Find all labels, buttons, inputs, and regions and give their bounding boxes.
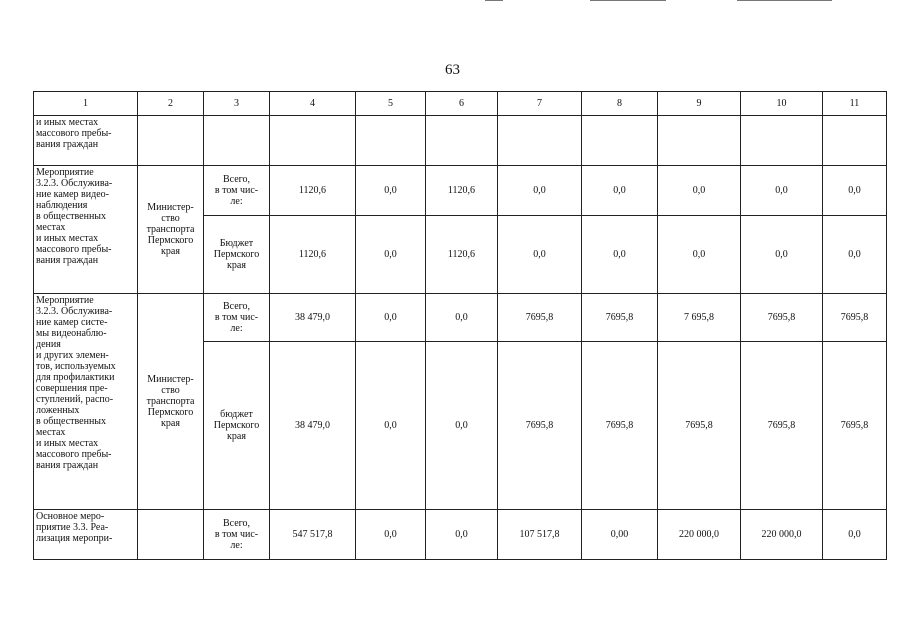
value-cell: 0,0 bbox=[426, 342, 498, 510]
value-cell: 7695,8 bbox=[658, 342, 741, 510]
value-cell: 0,0 bbox=[582, 216, 658, 294]
header-cell: 7 bbox=[498, 92, 582, 116]
table-row bbox=[34, 294, 887, 342]
table-row bbox=[34, 116, 887, 166]
value-cell: 0,0 bbox=[426, 294, 498, 342]
empty-cell bbox=[204, 116, 270, 166]
source-cell: Бюджет Пермского края bbox=[204, 216, 270, 294]
value-cell: 0,0 bbox=[356, 216, 426, 294]
value-cell: 0,0 bbox=[823, 166, 887, 216]
value-cell: 0,0 bbox=[356, 342, 426, 510]
value-cell: 0,0 bbox=[658, 166, 741, 216]
table-row bbox=[34, 166, 887, 216]
value-cell: 0,0 bbox=[356, 294, 426, 342]
value-cell: 220 000,0 bbox=[658, 510, 741, 560]
value-cell: 0,0 bbox=[356, 510, 426, 560]
budget-table bbox=[33, 91, 887, 560]
header-cell: 4 bbox=[270, 92, 356, 116]
value-cell: 38 479,0 bbox=[270, 342, 356, 510]
page-number: 63 bbox=[445, 62, 460, 78]
empty-cell bbox=[498, 116, 582, 166]
top-edge-line bbox=[485, 0, 503, 1]
value-cell: 1120,6 bbox=[270, 216, 356, 294]
source-cell: Всего, в том чис- ле: bbox=[204, 166, 270, 216]
header-cell: 5 bbox=[356, 92, 426, 116]
measure-name-cell: Мероприятие 3.2.3. Обслужива- ние камер систе- мы видеонаблю- дения и других элемен- тов, используемых для профилактики совершения пре- ступлений, распо- ложенных в общественных местах и иных местах массового пребы- вания граждан bbox=[34, 294, 138, 510]
empty-cell bbox=[823, 116, 887, 166]
header-cell: 1 bbox=[34, 92, 138, 116]
value-cell: 7695,8 bbox=[741, 342, 823, 510]
header-cell: 11 bbox=[823, 92, 887, 116]
value-cell: 0,0 bbox=[356, 166, 426, 216]
value-cell: 0,0 bbox=[823, 216, 887, 294]
executor-cell bbox=[138, 510, 204, 560]
value-cell: 0,00 bbox=[582, 510, 658, 560]
value-cell: 7695,8 bbox=[741, 294, 823, 342]
value-cell: 220 000,0 bbox=[741, 510, 823, 560]
empty-cell bbox=[426, 116, 498, 166]
measure-name-cell: и иных местах массового пребы- вания граждан bbox=[34, 116, 138, 166]
measure-name-cell: Основное меро- приятие 3.3. Реа- лизация меропри- bbox=[34, 510, 138, 560]
header-cell: 6 bbox=[426, 92, 498, 116]
value-cell: 7 695,8 bbox=[658, 294, 741, 342]
top-edge-line bbox=[590, 0, 666, 1]
value-cell: 7695,8 bbox=[582, 294, 658, 342]
value-cell: 7695,8 bbox=[823, 342, 887, 510]
empty-cell bbox=[741, 116, 823, 166]
value-cell: 547 517,8 bbox=[270, 510, 356, 560]
value-cell: 1120,6 bbox=[270, 166, 356, 216]
source-cell: Всего, в том чис- ле: bbox=[204, 510, 270, 560]
header-row bbox=[34, 92, 887, 116]
empty-cell bbox=[270, 116, 356, 166]
value-cell: 7695,8 bbox=[498, 294, 582, 342]
executor-cell: Министер- ство транспорта Пермского края bbox=[138, 166, 204, 294]
value-cell: 7695,8 bbox=[498, 342, 582, 510]
value-cell: 0,0 bbox=[498, 216, 582, 294]
header-cell: 9 bbox=[658, 92, 741, 116]
value-cell: 0,0 bbox=[658, 216, 741, 294]
executor-cell: Министер- ство транспорта Пермского края bbox=[138, 294, 204, 510]
value-cell: 0,0 bbox=[823, 510, 887, 560]
value-cell: 7695,8 bbox=[823, 294, 887, 342]
value-cell: 1120,6 bbox=[426, 216, 498, 294]
top-edge-line bbox=[737, 0, 832, 1]
header-cell: 2 bbox=[138, 92, 204, 116]
empty-cell bbox=[138, 116, 204, 166]
value-cell: 0,0 bbox=[582, 166, 658, 216]
value-cell: 107 517,8 bbox=[498, 510, 582, 560]
value-cell: 0,0 bbox=[426, 510, 498, 560]
value-cell: 7695,8 bbox=[582, 342, 658, 510]
measure-name-cell: Мероприятие 3.2.3. Обслужива- ние камер видео- наблюдения в общественных местах и иных местах массового пребы- вания граждан bbox=[34, 166, 138, 294]
value-cell: 0,0 bbox=[741, 166, 823, 216]
value-cell: 0,0 bbox=[741, 216, 823, 294]
table-row bbox=[34, 510, 887, 560]
header-cell: 10 bbox=[741, 92, 823, 116]
source-cell: бюджет Пермского края bbox=[204, 342, 270, 510]
header-cell: 8 bbox=[582, 92, 658, 116]
source-cell: Всего, в том чис- ле: bbox=[204, 294, 270, 342]
empty-cell bbox=[582, 116, 658, 166]
empty-cell bbox=[658, 116, 741, 166]
header-cell: 3 bbox=[204, 92, 270, 116]
empty-cell bbox=[356, 116, 426, 166]
value-cell: 38 479,0 bbox=[270, 294, 356, 342]
value-cell: 0,0 bbox=[498, 166, 582, 216]
value-cell: 1120,6 bbox=[426, 166, 498, 216]
